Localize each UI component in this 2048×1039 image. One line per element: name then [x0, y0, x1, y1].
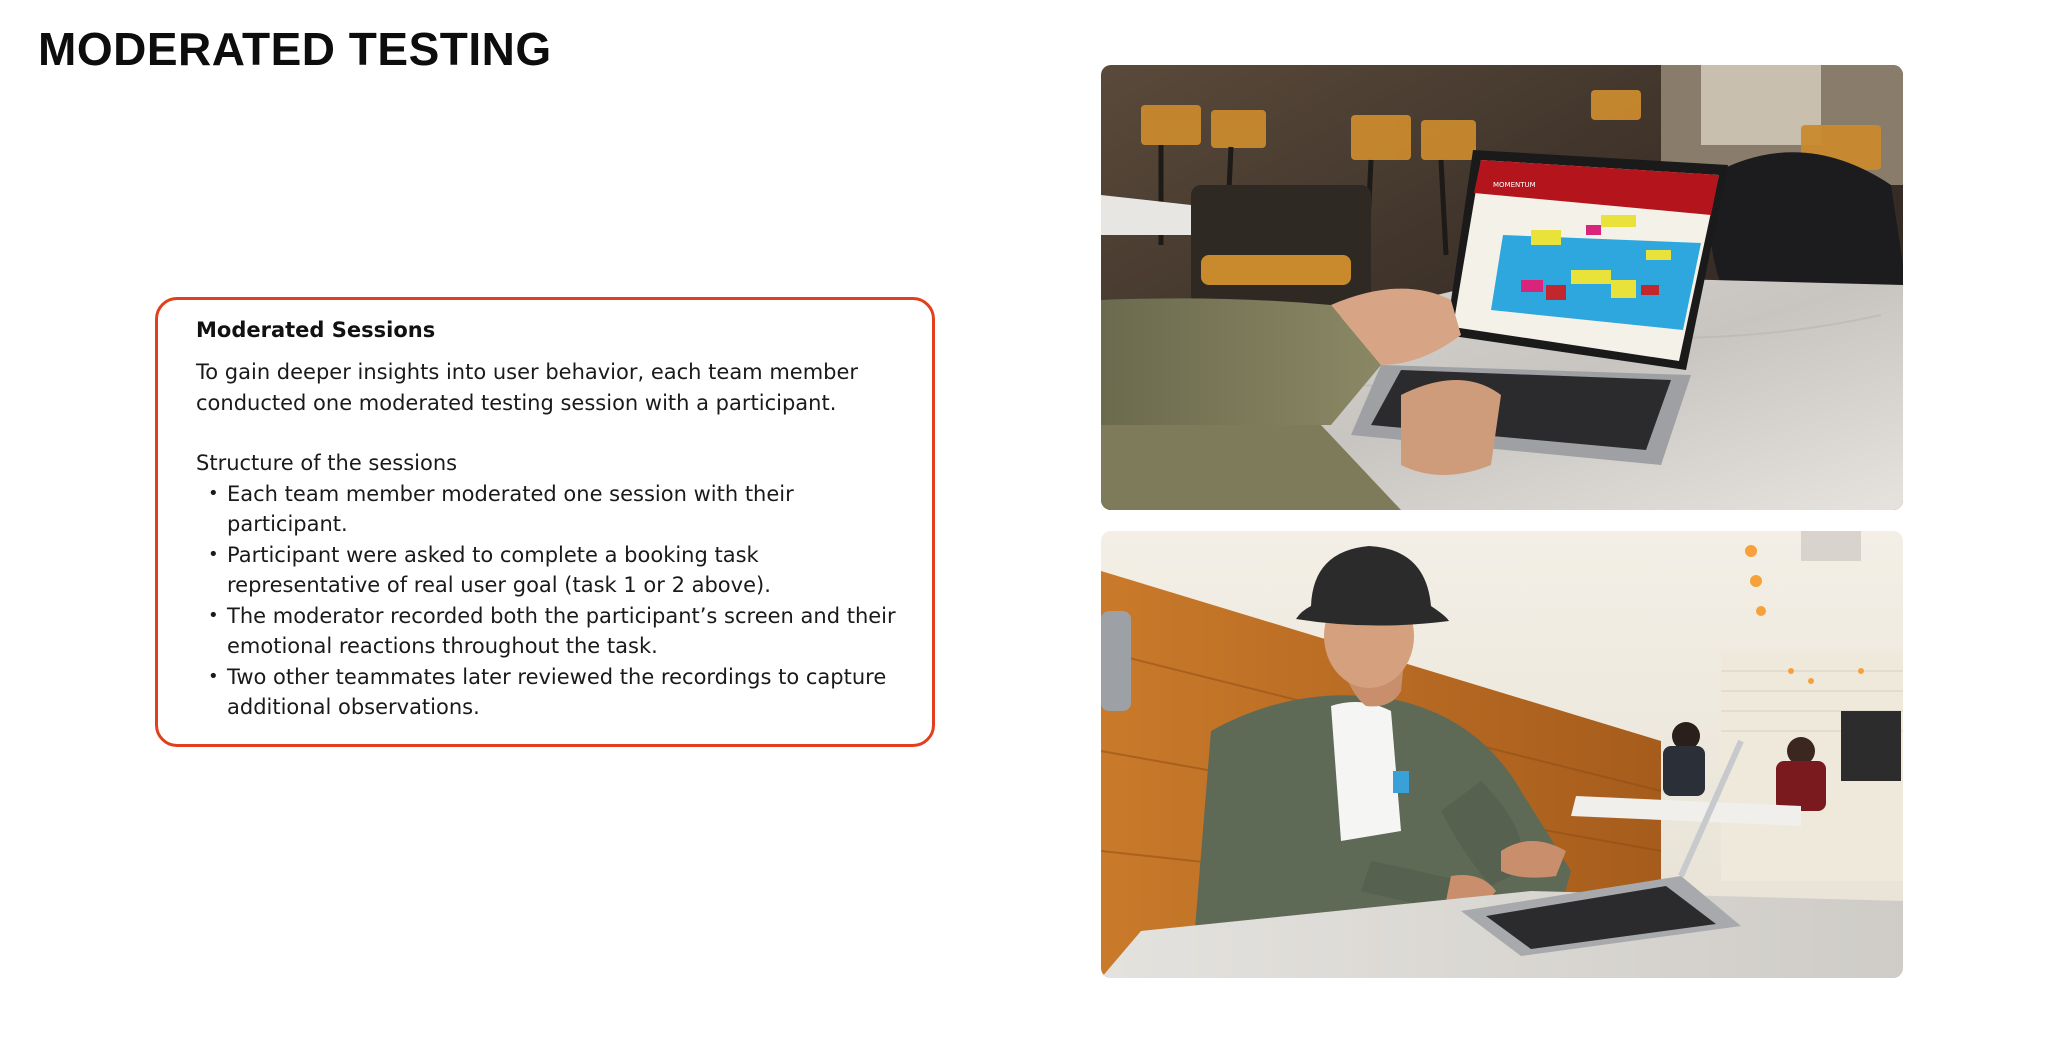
bullet-icon: • — [208, 543, 219, 565]
photo-laptop-closeup — [1101, 65, 1903, 510]
list-item — [196, 540, 896, 601]
callout-intro: To gain deeper insights into user behavior, each team member conducted one moderated testing session with a participant. — [196, 360, 859, 415]
list-item — [196, 479, 896, 540]
bullet-icon: • — [208, 665, 219, 687]
list-item-text: Each team member moderated one session with their participant. — [227, 481, 794, 536]
list-item-text: Two other teammates later reviewed the recordings to capture additional observations. — [227, 664, 887, 719]
moderated-sessions-callout — [155, 297, 935, 747]
structure-label: Structure of the sessions — [196, 451, 458, 475]
bullet-icon: • — [208, 604, 219, 626]
list-item — [196, 601, 896, 662]
photo-participant — [1101, 531, 1903, 978]
list-item-text: The moderator recorded both the participant’s screen and their emotional reactions throughout the task. — [227, 603, 896, 658]
callout-heading: Moderated Sessions — [196, 318, 436, 342]
list-item — [196, 662, 896, 723]
structure-list — [196, 479, 896, 723]
bullet-icon: • — [208, 482, 219, 504]
page-title: MODERATED TESTING — [38, 23, 552, 75]
laptop-screen-brand: MOMENTUM — [1493, 181, 1536, 189]
list-item-text: Participant were asked to complete a booking task representative of real user goal (task 1 or 2 above). — [227, 542, 771, 597]
